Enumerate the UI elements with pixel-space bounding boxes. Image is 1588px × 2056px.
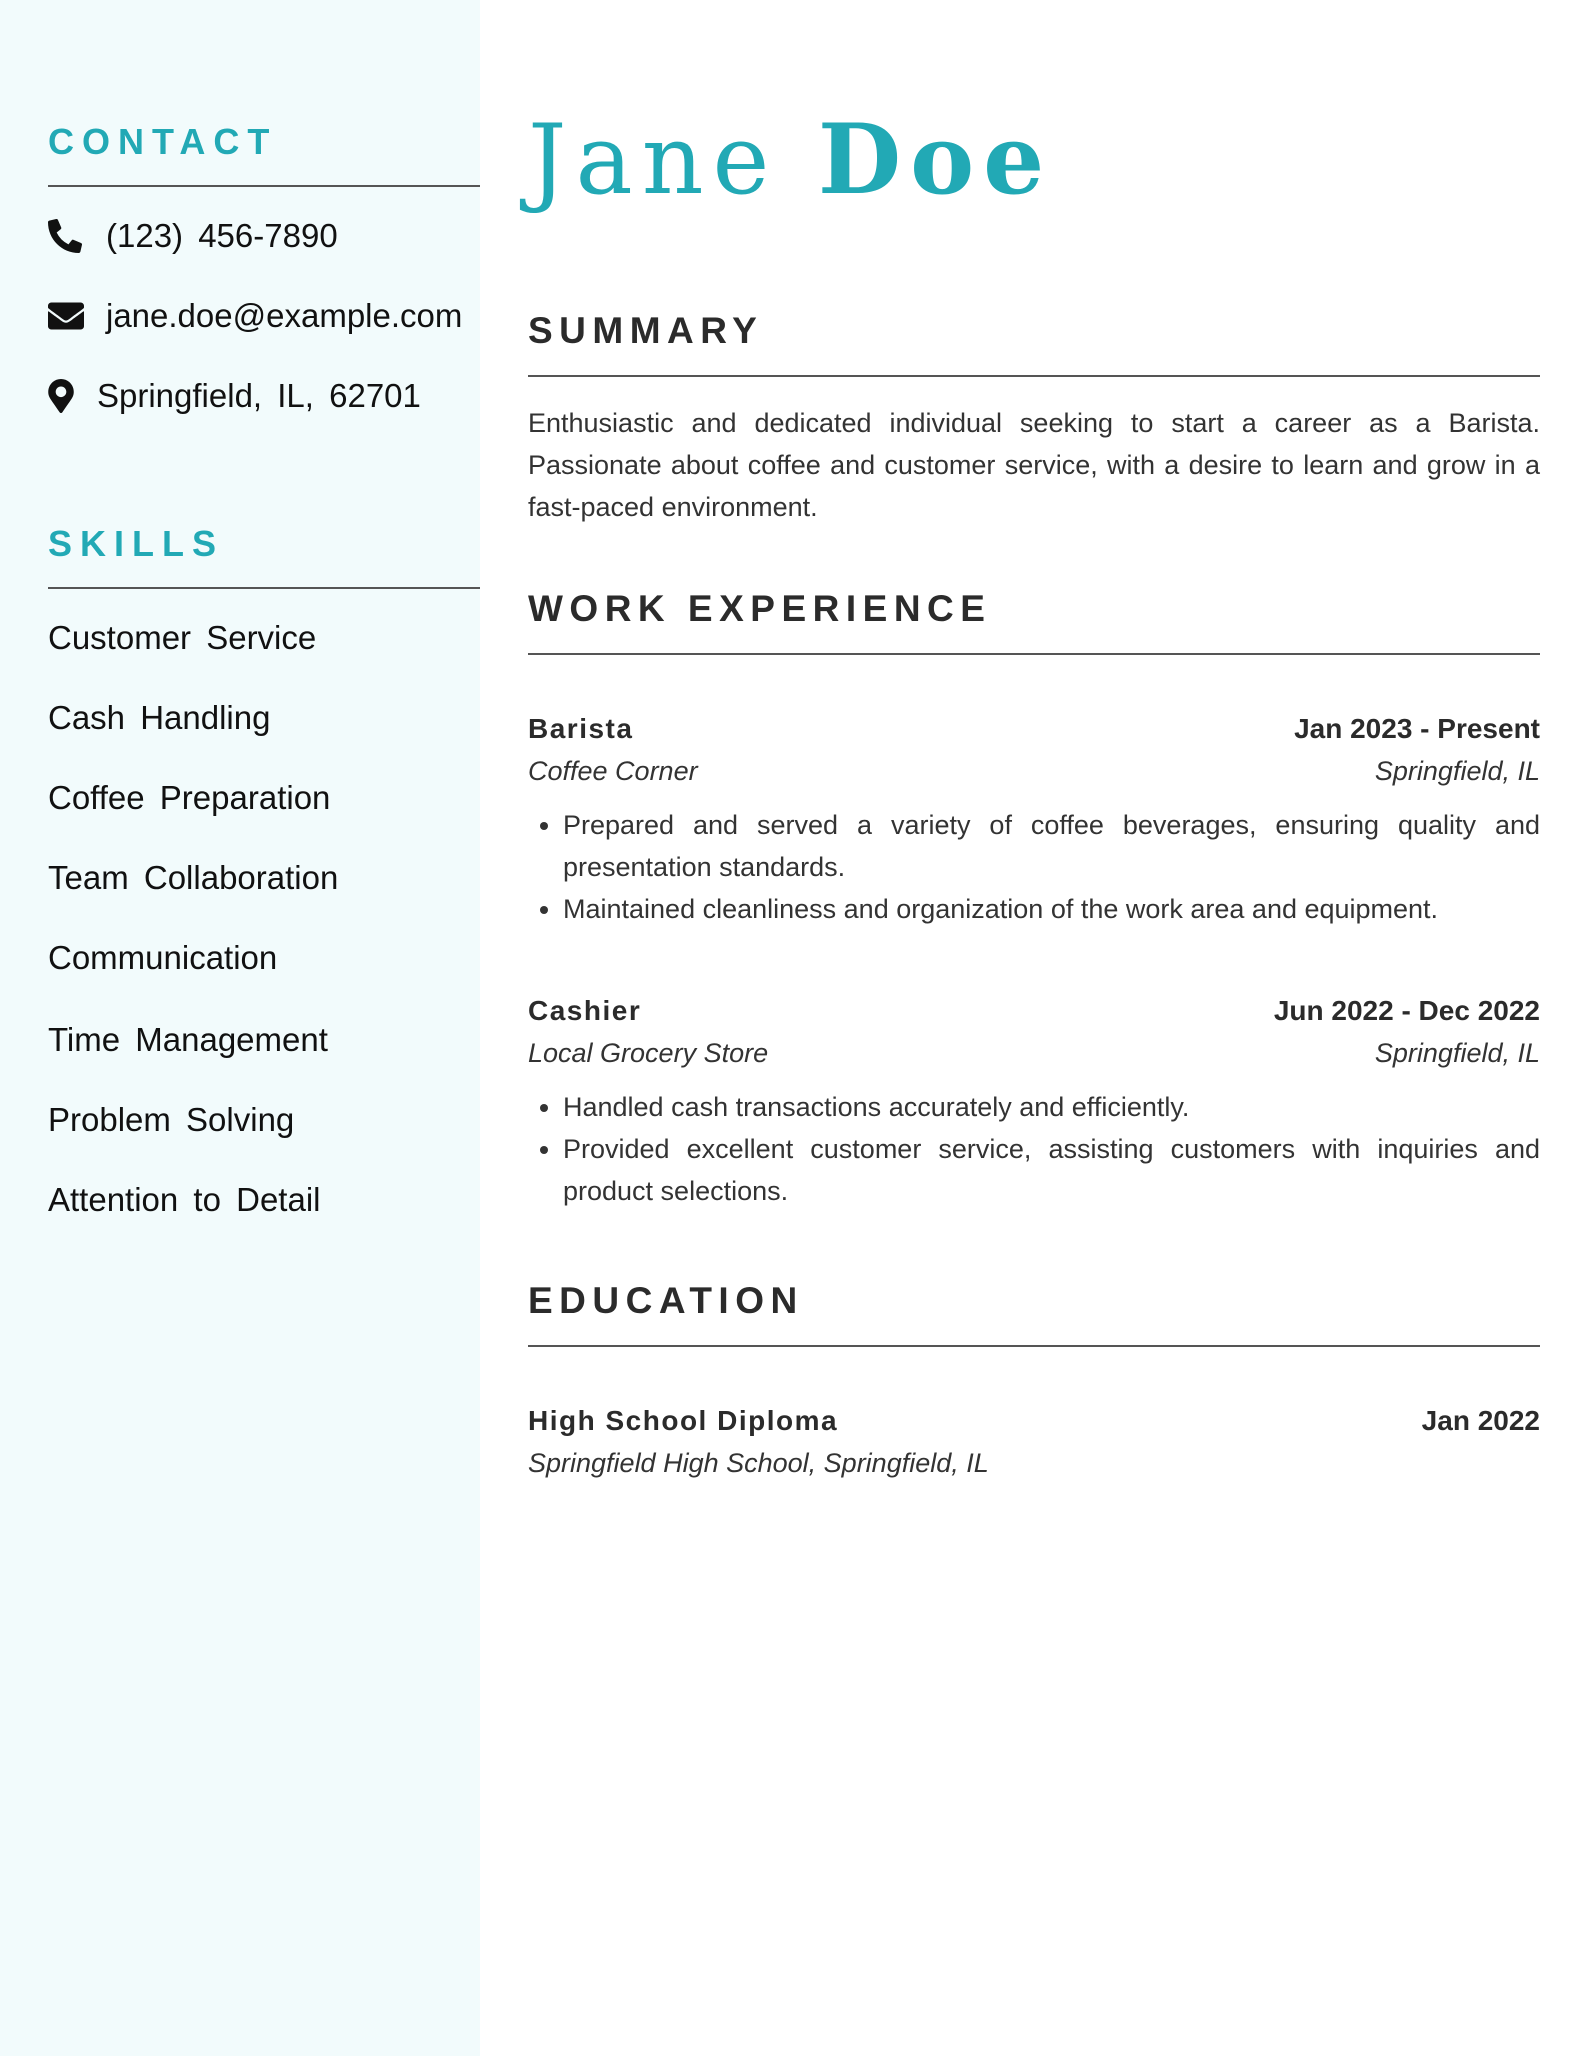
skill-item: Coffee Preparation [48,779,331,816]
job-header [528,708,1540,750]
education-subheader [528,1442,1540,1484]
last-name: Doe [817,103,1054,216]
job-subheader [528,1032,1540,1074]
skill-item: Customer Service [48,619,317,656]
skill-item: Team Collaboration [48,859,339,896]
skill-item: Communication [48,939,278,976]
phone-icon [48,216,88,256]
job-bullets [528,804,1540,930]
list-item: • Maintained cleanliness and organization of the work area and equipment. [563,888,1540,930]
skills-divider [48,587,480,589]
experience-heading: WORK EXPERIENCE [528,588,992,629]
education-divider [528,1345,1540,1347]
skill-item: Cash Handling [48,699,271,736]
contact-phone [48,216,480,256]
education-header [528,1400,1540,1442]
job-dates: Jan 2023 - Present [1294,713,1540,744]
list-item: • Handled cash transactions accurately and efficiently. [563,1086,1540,1128]
job-title: Barista [528,713,634,744]
sidebar [0,0,480,2056]
contact-location [48,376,480,416]
contact-email [48,296,480,336]
phone-text: (123) 456-7890 [106,217,338,254]
job-subheader [528,750,1540,792]
job-dates: Jun 2022 - Dec 2022 [1273,995,1540,1026]
job-bullets [528,1086,1540,1212]
summary-heading: SUMMARY [528,310,764,351]
school: Springfield High School, Springfield, IL [528,1448,989,1478]
skills-heading: SKILLS [48,523,225,564]
job-company: Coffee Corner [528,756,698,786]
summary-divider [528,375,1540,377]
list-item: • Provided excellent customer service, assisting customers with inquiries and product selections. [563,1128,1540,1212]
job-location: Springfield, IL [1374,1038,1540,1068]
job-header [528,990,1540,1032]
job-location: Springfield, IL [1374,756,1540,786]
degree: High School Diploma [528,1405,839,1436]
main-content [528,0,1540,2056]
email-text: jane.doe@example.com [106,297,463,334]
summary-text: Enthusiastic and dedicated individual seeking to start a career as a Barista. Passionate about coffee and customer service, with a desire to learn and grow in a fast-paced environment. [528,408,1540,522]
contact-heading: CONTACT [48,121,278,162]
education-heading: EDUCATION [528,1280,804,1321]
education-date: Jan 2022 [1421,1405,1540,1436]
envelope-icon [48,296,88,336]
contact-divider [48,185,480,187]
skill-item: Time Management [48,1021,328,1058]
first-name: Jane [528,104,779,216]
job-company: Local Grocery Store [528,1038,769,1068]
list-item: • Prepared and served a variety of coffee beverages, ensuring quality and presentation standards. [563,804,1540,888]
skill-item: Attention to Detail [48,1181,321,1218]
skill-item: Problem Solving [48,1101,295,1138]
location-text: Springfield, IL, 62701 [97,377,421,414]
page-title [528,103,1054,216]
experience-divider [528,653,1540,655]
job-title: Cashier [528,995,642,1026]
map-pin-icon [48,376,88,416]
